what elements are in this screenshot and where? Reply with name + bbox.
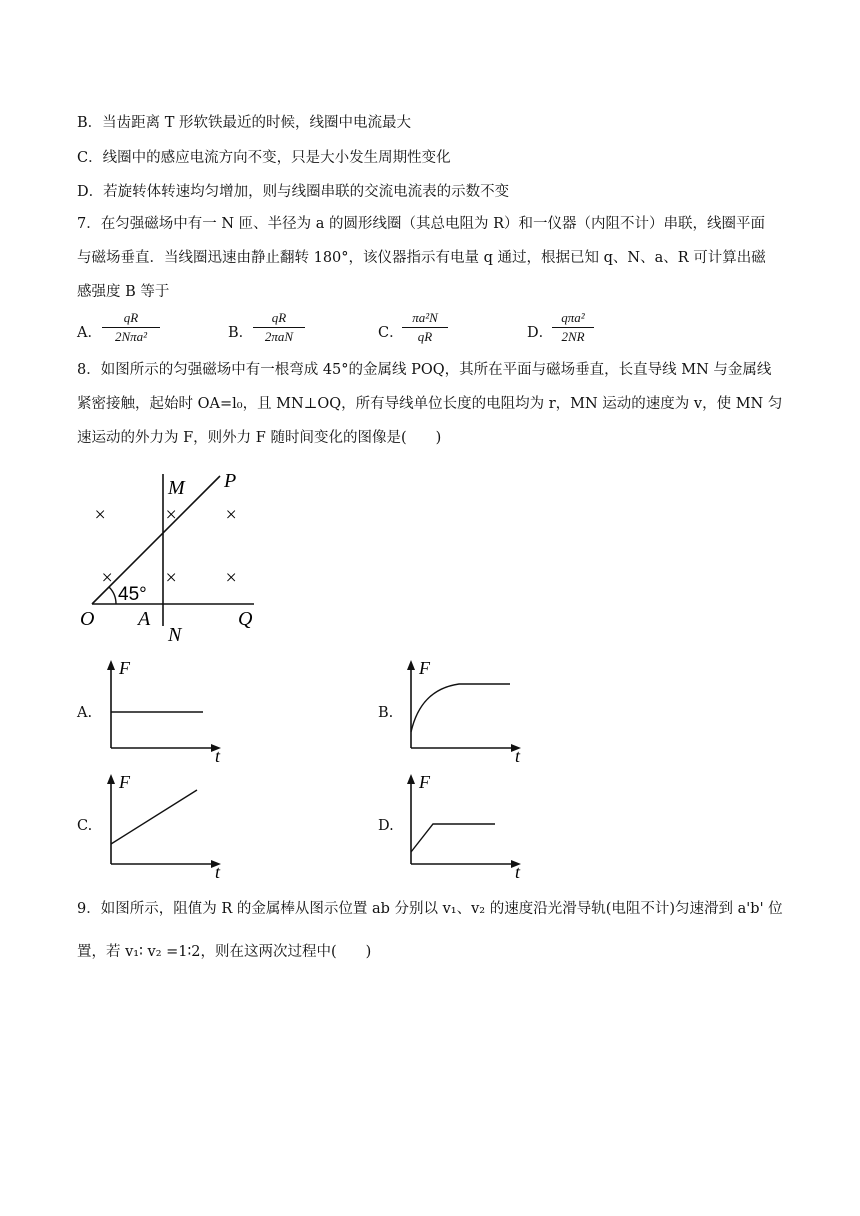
q7-option-d-label: D． [527,325,554,341]
graph-a-label: A. [77,705,93,721]
y-label: F [119,658,130,678]
q7-option-a-label: A． [77,325,102,341]
force-curve [411,684,510,732]
label-q: Q [238,608,253,630]
graph-d-label: D. [378,818,394,834]
y-axis-arrow [107,660,115,670]
question-8-line-3: 速运动的外力为 F，则外力 F 随时间变化的图像是( ) [77,430,442,446]
denominator: 2NR [561,329,585,344]
cross-3: × [224,504,238,526]
q7-option-b-label: B． [228,325,254,341]
question-9-line-2: 置，若 v₁∶ v₂ =1∶2，则在这两次过程中( ) [77,944,372,960]
question-7-line-2: 与磁场垂直．当线圈迅速由静止翻转 180°，该仪器指示有电量 q 通过，根据已知 q、N、a、R 可计算出磁 [77,250,766,266]
cross-4: × [100,567,114,589]
cross-1: × [93,504,107,526]
force-curve [411,824,495,852]
x-label: t [515,746,521,766]
denominator: qR [417,329,433,344]
y-axis-arrow [407,660,415,670]
denominator: 2πaN [264,329,294,344]
option-6c: C．线圈中的感应电流方向不变，只是大小发生周期性变化 [77,150,451,166]
numerator: πa²N [402,310,448,328]
x-label: t [215,746,221,766]
cross-5: × [164,567,178,589]
y-axis-arrow [407,774,415,784]
label-a: A [138,608,151,630]
question-7-line-3: 感强度 B 等于 [77,284,170,300]
option-6b: B．当齿距离 T 形软铁最近的时候，线圈中电流最大 [77,115,412,131]
magnetic-field-figure [74,466,274,648]
question-8-line-2: 紧密接触，起始时 OA=l₀，且 MN⊥OQ，所有导线单位长度的电阻均为 r，MN 运动的速度为 v，使 MN 匀 [77,396,783,412]
numerator: qR [102,310,160,328]
q7-option-b-fraction [253,310,305,345]
q7-option-c-fraction [402,310,448,345]
graph-a [105,656,235,766]
y-label: F [119,772,130,792]
question-8-line-1: 8．如图所示的匀强磁场中有一根弯成 45°的金属线 POQ，其所在平面与磁场垂直，长直导线 MN 与金属线 [77,362,772,378]
graph-c [105,770,235,882]
label-o: O [80,608,95,630]
graph-c-label: C. [77,818,93,834]
label-n: N [168,624,182,646]
graph-b [405,656,535,766]
question-9-line-1: 9．如图所示，阻值为 R 的金属棒从图示位置 ab 分别以 v₁、v₂ 的速度沿光滑导轨(电阻不计)匀速滑到 a'b' 位 [77,901,783,917]
numerator: qR [253,310,305,328]
angle-arc [109,587,116,604]
graph-b-label: B. [378,705,394,721]
force-curve [111,790,197,844]
numerator: qπa² [552,310,594,328]
denominator: 2Nπa² [114,329,148,344]
q7-option-c-label: C． [378,325,404,341]
q7-option-d-fraction [552,310,594,345]
q7-option-a-fraction [102,310,160,345]
label-m: M [168,477,185,499]
y-axis-arrow [107,774,115,784]
cross-6: × [224,567,238,589]
x-label: t [515,862,521,882]
label-angle: 45° [118,584,147,605]
graph-d [405,770,535,882]
y-label: F [419,772,430,792]
x-label: t [215,862,221,882]
cross-2: × [164,504,178,526]
label-p: P [224,470,237,492]
y-label: F [419,658,430,678]
question-7-line-1: 7．在匀强磁场中有一 N 匝、半径为 a 的圆形线圈（其总电阻为 R）和一仪器（内阻不计）串联，线圈平面 [77,216,766,232]
option-6d: D．若旋转体转速均匀增加，则与线圈串联的交流电流表的示数不变 [77,184,510,200]
